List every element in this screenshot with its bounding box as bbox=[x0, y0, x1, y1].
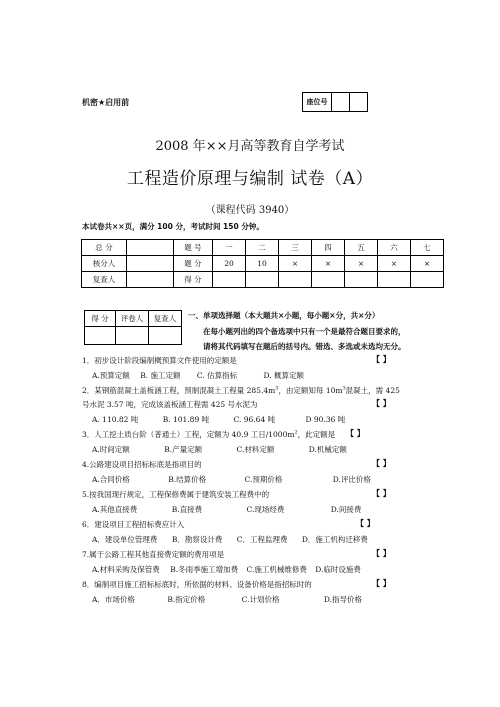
section-title: 一、单项选择题（本大题共×小题，每小题×分，共×分） bbox=[188, 311, 380, 320]
seat-number-cell[interactable] bbox=[350, 93, 367, 111]
option: B.直接费 bbox=[171, 505, 203, 514]
question-2-options bbox=[92, 414, 345, 425]
option: C．工程监理费 bbox=[236, 535, 288, 544]
table-cell bbox=[279, 272, 312, 288]
table-cell: 题 分 bbox=[174, 256, 213, 272]
superscript: 3 bbox=[342, 385, 346, 392]
option: D. 概算定额 bbox=[263, 371, 305, 380]
option: A.材料采购及保管费 bbox=[92, 565, 160, 574]
score-table bbox=[81, 239, 444, 288]
question-4: 4.公路建设项目招标标底是指项目的 bbox=[82, 460, 202, 469]
option: D.评比价格 bbox=[332, 475, 371, 484]
question-3-options bbox=[92, 444, 347, 455]
table-cell: 得 分 bbox=[174, 272, 213, 288]
option: D.临时设施费 bbox=[315, 565, 361, 574]
answer-bracket[interactable]: 【 】 bbox=[372, 488, 391, 498]
table-cell: 复查人 bbox=[82, 272, 127, 288]
table-cell: × bbox=[345, 256, 378, 272]
table-cell: 二 bbox=[246, 240, 279, 256]
seat-number-cell[interactable] bbox=[332, 93, 350, 111]
superscript: 2 bbox=[294, 429, 298, 436]
option: A.时间定额 bbox=[92, 445, 130, 454]
table-cell: × bbox=[312, 256, 345, 272]
option: D.间接费 bbox=[330, 505, 362, 514]
table-row bbox=[82, 272, 444, 288]
table-cell: 核分人 bbox=[82, 256, 127, 272]
table-row bbox=[82, 240, 444, 256]
course-code: （课程代码 3940） bbox=[205, 205, 295, 216]
section-instruction: 在每小题列出的四个备选项中只有一个是最符合题目要求的， bbox=[203, 327, 406, 336]
question-text: 2．某钢筋混凝土盖板涵工程，预制混凝土工程量 285.4m bbox=[82, 386, 276, 395]
option: C.现场经费 bbox=[246, 505, 285, 514]
paper-title: 工程造价原理与编制 试卷（A） bbox=[126, 169, 374, 189]
answer-bracket[interactable]: 【 】 bbox=[346, 428, 365, 438]
table-cell: × bbox=[411, 256, 444, 272]
table-cell: × bbox=[279, 256, 312, 272]
option: A．市场价格 bbox=[92, 595, 135, 604]
question-7-options bbox=[92, 564, 361, 575]
table-cell: 一 bbox=[213, 240, 246, 256]
option: B. 施工定额 bbox=[140, 371, 181, 380]
option: B.指定价格 bbox=[167, 595, 206, 604]
seat-number-label: 座位号 bbox=[303, 93, 332, 111]
question-3 bbox=[82, 429, 335, 440]
question-text: 混凝土，需 425 bbox=[345, 386, 400, 395]
table-row bbox=[82, 256, 444, 272]
question-7: 7.属于公路工程其他直接费定额的费用项是 bbox=[82, 550, 225, 559]
table-cell: 三 bbox=[279, 240, 312, 256]
question-8-options bbox=[92, 594, 362, 605]
exam-info: 本试卷共××页，满分 100 分，考试时间 150 分钟。 bbox=[82, 222, 264, 231]
option: C.材料定额 bbox=[236, 445, 275, 454]
question-5-options bbox=[92, 504, 361, 515]
table-cell: 七 bbox=[411, 240, 444, 256]
table-cell: 五 bbox=[345, 240, 378, 256]
confidential-label: 机密★启用前 bbox=[82, 98, 130, 107]
table-row bbox=[85, 327, 182, 345]
table-row bbox=[85, 311, 182, 327]
answer-bracket[interactable]: 【 】 bbox=[372, 354, 391, 364]
table-cell: 复查人 bbox=[149, 311, 182, 327]
grader-table bbox=[84, 310, 182, 345]
section-instruction: 请将其代码填写在题后的括号内。错选、多选或未选均无分。 bbox=[203, 342, 406, 351]
option: C.预期价格 bbox=[244, 475, 283, 484]
question-2-cont: 号水泥 3.57 吨，完成该盖板涵工程需 425 号水泥为 bbox=[82, 400, 258, 409]
table-cell bbox=[345, 272, 378, 288]
superscript: 3 bbox=[275, 385, 279, 392]
question-text: ，由定额知每 10m bbox=[278, 386, 343, 395]
option: B. 101.89 吨 bbox=[162, 415, 210, 424]
answer-bracket[interactable]: 【 】 bbox=[372, 548, 391, 558]
table-cell bbox=[85, 327, 116, 345]
option: C.施工机械维修费 bbox=[246, 565, 307, 574]
table-cell bbox=[116, 327, 149, 345]
question-6: 6．建设项目工程招标费应计入 bbox=[82, 520, 185, 529]
question-text: 3．人工挖土质台阶（普通土）工程，定额为 40.9 工日/1000m bbox=[82, 430, 295, 439]
table-cell bbox=[127, 272, 174, 288]
option: D 90.36 吨 bbox=[305, 415, 346, 424]
table-cell bbox=[127, 240, 174, 256]
table-cell: 六 bbox=[378, 240, 411, 256]
table-cell: 评卷人 bbox=[116, 311, 149, 327]
question-1-options bbox=[92, 370, 304, 381]
table-cell: 20 bbox=[213, 256, 246, 272]
option: C. 96.64 吨 bbox=[233, 415, 276, 424]
table-cell bbox=[378, 272, 411, 288]
option: A.预算定额 bbox=[92, 371, 130, 380]
option: C.计划价格 bbox=[241, 595, 280, 604]
option: B.结算价格 bbox=[168, 475, 207, 484]
option: D.指导价格 bbox=[323, 595, 362, 604]
question-4-options bbox=[92, 474, 371, 485]
option: B.冬雨季施工增加费 bbox=[170, 565, 239, 574]
question-2 bbox=[82, 385, 400, 396]
table-cell: 得 分 bbox=[85, 311, 116, 327]
option: B.产量定额 bbox=[164, 445, 203, 454]
question-6-options bbox=[92, 534, 368, 545]
answer-bracket[interactable]: 【 】 bbox=[372, 398, 391, 408]
option: C. 估算指标 bbox=[196, 371, 238, 380]
question-1: 1．初步设计阶段编制概预算文件使用的定额是 bbox=[82, 356, 237, 365]
table-cell bbox=[127, 256, 174, 272]
table-cell bbox=[411, 272, 444, 288]
question-8: 8．编制项目施工招标标底时，所依据的材料、设备价格是指招标时的 bbox=[82, 580, 312, 589]
table-cell: 10 bbox=[246, 256, 279, 272]
question-5: 5.按我国现行规定，工程保修费属于建筑安装工程费中的 bbox=[82, 490, 270, 499]
option: D．施工机构迁移费 bbox=[301, 535, 368, 544]
answer-bracket[interactable]: 【 】 bbox=[356, 518, 375, 528]
option: D.机械定额 bbox=[308, 445, 347, 454]
option: A. 110.82 吨 bbox=[92, 415, 139, 424]
table-cell: 四 bbox=[312, 240, 345, 256]
table-cell bbox=[149, 327, 182, 345]
table-cell bbox=[312, 272, 345, 288]
answer-bracket[interactable]: 【 】 bbox=[372, 458, 391, 468]
table-cell bbox=[213, 272, 246, 288]
option: A．建设单位管理费 bbox=[92, 535, 158, 544]
question-text: ，此定额是 bbox=[297, 430, 336, 439]
exam-title: 2008 年××月高等教育自学考试 bbox=[155, 139, 345, 154]
option: A.其他直接费 bbox=[92, 505, 138, 514]
option: A.合同价格 bbox=[92, 475, 130, 484]
table-cell bbox=[246, 272, 279, 288]
answer-bracket[interactable]: 【 】 bbox=[372, 578, 391, 588]
table-cell: 总 分 bbox=[82, 240, 127, 256]
option: B．勘察设计费 bbox=[171, 535, 223, 544]
table-cell: 题 号 bbox=[174, 240, 213, 256]
table-cell: × bbox=[378, 256, 411, 272]
seat-number-box bbox=[302, 92, 368, 112]
